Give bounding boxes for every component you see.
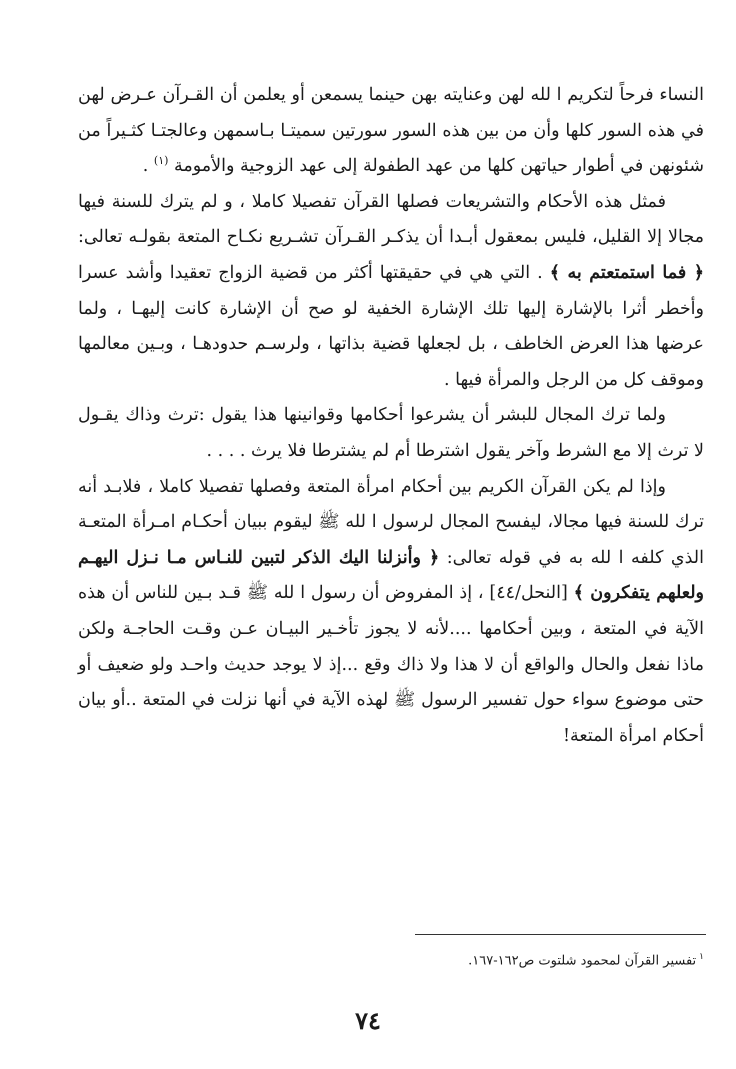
paragraph-continuation: [النحل/٤٤] ، إذ المفروض أن رسول ا لله ﷺ قـد بـين للناس أن هذه الآية في المتعة ، وبين أحكامها ....لأنه لا يجوز تأخـير البيـان عـن وقـت الحاجـة ولكن ماذا نفعل والحال والواقع أن لا هذا ولا ذاك وقع ...إذ لا يوجد حديث واحـد ولو ضعيف أو حتى موضوع سواء حول تفسير الرسول ﷺ لهذه الآية في أنها نزلت في المتعة ..أو بيان أحكام امرأة المتعة! xyxy=(78,583,704,746)
paragraph-text: النساء فرحاً لتكريم ا لله لهن وعنايته بهن حينما يسمعن أو يعلمن أن القـرآن عـرض لهن في هذه السور كلها وأن من بين هذه السور سورتين سميتـا بـاسمهن وعالجتـا كثـيراً من شئونهن في أطوار حياتهن كلها من عهد الطفولة إلى عهد الزوجية والأمومة xyxy=(78,85,704,177)
paragraph-sunnah-role xyxy=(78,470,704,755)
paragraph-continuation: . التي هي في حقيقتها أكثر من قضية الزواج تعقيدا وأشد عسرا وأخطر أثرا بالإشارة إليها تلك الإشارة الخفية لو صح أن الإشارة كانت إليهـا ، ولما عرضها هذا العرض الخاطف ، بل لجعلها قضية بذاتها ، ولرسـم حدودهـا ، وبـين معالمها وموقف كل من الرجل والمرأة فيها . xyxy=(78,262,704,390)
quran-verse: ﴿ فما استمتعتم به ﴾ xyxy=(549,262,704,283)
paragraph-human-laws xyxy=(78,398,704,469)
page-number: ٧٤ xyxy=(355,1006,381,1035)
paragraph-text: وإذا لم يكن القرآن الكريم بين أحكام امرأة المتعة وفصلها تفصيلا كاملا ، فلابـد أنه ترك للسنة فيها مجالا، ليفسح المجال لرسول ا لله ﷺ ليقوم ببيان أحكـام امـرأة المتعـة الذي كلفه ا لله به في قوله تعالى: xyxy=(78,476,704,568)
paragraph-text: فمثل هذه الأحكام والتشريعات فصلها القرآن تفصيلا كاملا ، و لم يترك للسنة فيها مجالا إلا القليل، فليس بمعقول أبـدا أن يذكـر القـرآن تشـريع نكـاح المتعة بقولـه تعالى: xyxy=(78,191,704,248)
footnote-mark: ١ xyxy=(699,952,704,962)
footnote-reference[interactable]: (١) xyxy=(153,154,169,168)
main-text xyxy=(78,78,704,754)
paragraph-intro xyxy=(78,78,704,185)
footnote-divider xyxy=(415,934,706,935)
paragraph-legislation xyxy=(78,185,704,399)
footnote xyxy=(300,948,704,970)
paragraph-text: ولما ترك المجال للبشر أن يشرعوا أحكامها وقوانينها هذا يقول :ترث وذاك يقـول لا ترث إلا مع الشرط وآخر يقول اشترطا أم لم يشترطا فلا يرث . . . . xyxy=(78,405,704,461)
footnote-text: تفسير القرآن لمحمود شلتوت ص١٦٢-١٦٧. xyxy=(468,953,697,969)
quran-verse: ﴿ وأنزلنا اليك الذكر لتبين للنـاس مـا نـزل اليهـم ولعلهم يتفكرون ﴾ xyxy=(78,547,704,604)
paragraph-end: . xyxy=(142,156,154,177)
